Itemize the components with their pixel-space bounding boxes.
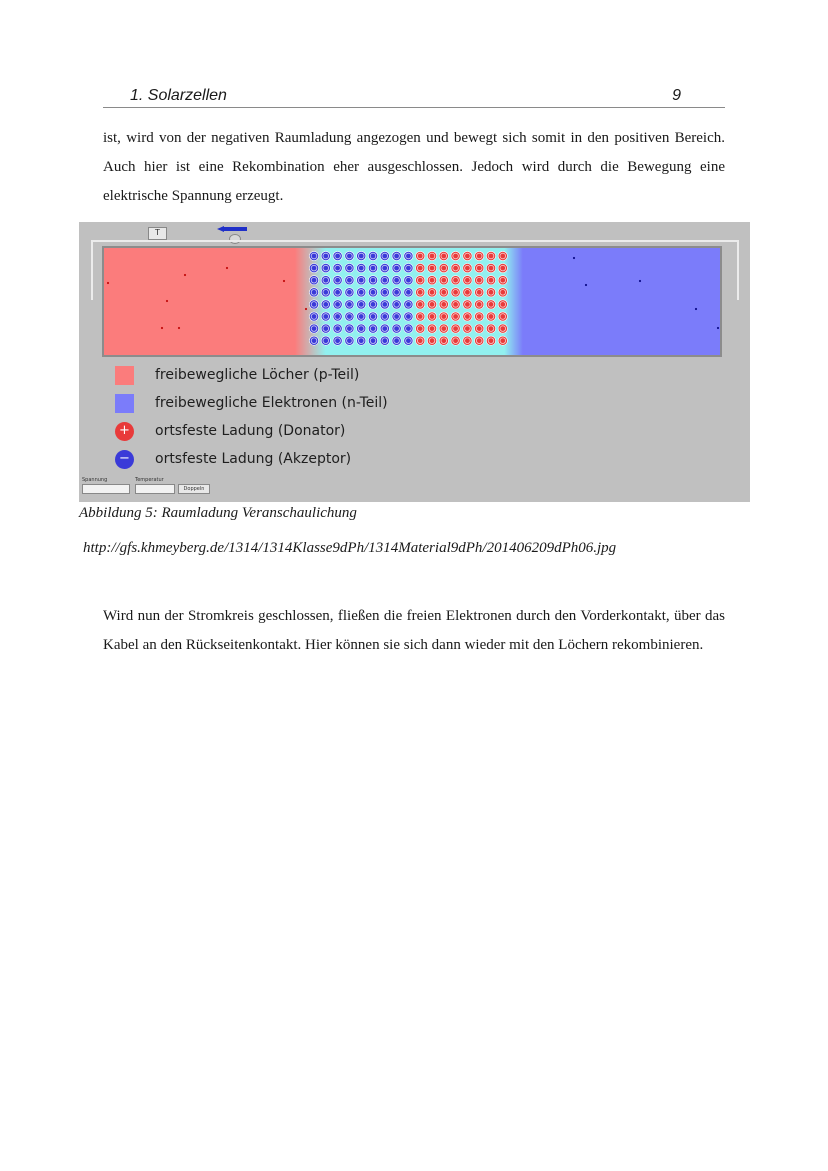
acceptor-ion: [309, 324, 318, 333]
acceptor-ion: [404, 264, 413, 273]
donor-ion: [498, 251, 507, 260]
donor-ion: [427, 324, 436, 333]
donor-ion: [486, 300, 495, 309]
acceptor-ion: [345, 324, 354, 333]
acceptor-ion: [368, 300, 377, 309]
donor-ion: [416, 324, 425, 333]
donor-ion: [451, 336, 460, 345]
acceptor-ion: [404, 300, 413, 309]
acceptor-ion: [345, 276, 354, 285]
voltage-label: Spannung: [82, 477, 108, 483]
donor-ion: [498, 288, 507, 297]
acceptor-ion: [380, 324, 389, 333]
donor-ion: [416, 251, 425, 260]
hole-dot: [305, 308, 307, 310]
acceptor-ion: [333, 300, 342, 309]
acceptor-ion: [392, 324, 401, 333]
acceptor-ion: [380, 312, 389, 321]
donor-ion: [416, 312, 425, 321]
donor-ion: [427, 264, 436, 273]
acceptor-ion: [368, 251, 377, 260]
legend-swatch-electrons: [115, 394, 134, 413]
donor-ion: [475, 336, 484, 345]
double-button[interactable]: Doppeln: [178, 484, 210, 494]
top-button[interactable]: T: [148, 227, 167, 240]
acceptor-ion: [321, 324, 330, 333]
temperature-label: Temperatur: [135, 477, 164, 483]
hole-dot: [226, 267, 228, 269]
donor-ion: [439, 276, 448, 285]
space-charge-figure: [79, 222, 750, 502]
electron-dot: [639, 280, 641, 282]
acceptor-ion: [392, 288, 401, 297]
circuit-wire-top: [91, 240, 739, 242]
acceptor-ion: [309, 312, 318, 321]
acceptor-ion: [345, 300, 354, 309]
acceptor-ion: [404, 324, 413, 333]
donor-ion: [463, 336, 472, 345]
donor-ion: [439, 312, 448, 321]
running-header: [103, 86, 725, 108]
acceptor-ion: [309, 288, 318, 297]
page-number: 9: [672, 87, 681, 104]
slider-knob[interactable]: [229, 234, 241, 244]
acceptor-ion: [368, 324, 377, 333]
figure-caption: Abbildung 5: Raumladung Veranschaulichung: [79, 505, 357, 521]
acceptor-ion: [309, 336, 318, 345]
donor-ion: [486, 264, 495, 273]
acceptor-ion: [333, 324, 342, 333]
donor-ion: [486, 288, 495, 297]
hole-dot: [184, 274, 186, 276]
acceptor-ion: [368, 276, 377, 285]
donor-ion: [439, 251, 448, 260]
chapter-title: 1. Solarzellen: [130, 87, 227, 104]
acceptor-ion: [357, 251, 366, 260]
acceptor-ion: [404, 276, 413, 285]
circuit-wire-left: [91, 240, 93, 300]
donor-ion: [439, 336, 448, 345]
legend-donor-icon: +: [115, 422, 134, 441]
acceptor-ion: [380, 251, 389, 260]
acceptor-ion: [345, 312, 354, 321]
hole-dot: [166, 300, 168, 302]
acceptor-ion: [309, 251, 318, 260]
acceptor-ion: [404, 288, 413, 297]
legend-label-holes: freibewegliche Löcher (p-Teil): [155, 367, 360, 383]
acceptor-ion: [404, 312, 413, 321]
acceptor-ion: [380, 300, 389, 309]
donor-ion: [486, 251, 495, 260]
donor-ion: [486, 276, 495, 285]
acceptor-ion: [357, 288, 366, 297]
donor-ion: [451, 324, 460, 333]
legend-label-donor: ortsfeste Ladung (Donator): [155, 423, 346, 439]
ion-lattice: [104, 248, 720, 355]
donor-ion: [451, 312, 460, 321]
donor-ion: [463, 264, 472, 273]
donor-ion: [486, 336, 495, 345]
donor-ion: [427, 336, 436, 345]
acceptor-ion: [392, 276, 401, 285]
donor-ion: [486, 324, 495, 333]
donor-ion: [439, 288, 448, 297]
acceptor-ion: [321, 312, 330, 321]
acceptor-ion: [357, 312, 366, 321]
donor-ion: [463, 276, 472, 285]
electron-dot: [573, 257, 575, 259]
acceptor-ion: [392, 251, 401, 260]
acceptor-ion: [357, 300, 366, 309]
acceptor-ion: [357, 324, 366, 333]
legend-acceptor-icon: −: [115, 450, 134, 469]
donor-ion: [451, 276, 460, 285]
electron-dot: [717, 327, 719, 329]
donor-ion: [498, 312, 507, 321]
donor-ion: [416, 336, 425, 345]
acceptor-ion: [392, 336, 401, 345]
donor-ion: [427, 288, 436, 297]
acceptor-ion: [333, 312, 342, 321]
donor-ion: [498, 336, 507, 345]
acceptor-ion: [357, 276, 366, 285]
donor-ion: [475, 264, 484, 273]
donor-ion: [463, 288, 472, 297]
donor-ion: [475, 288, 484, 297]
acceptor-ion: [368, 312, 377, 321]
acceptor-ion: [392, 300, 401, 309]
hole-dot: [178, 327, 180, 329]
pn-junction-diagram: [102, 246, 722, 357]
acceptor-ion: [321, 251, 330, 260]
circuit-wire-right: [737, 240, 739, 300]
acceptor-ion: [345, 251, 354, 260]
donor-ion: [427, 251, 436, 260]
donor-ion: [498, 264, 507, 273]
acceptor-ion: [380, 276, 389, 285]
acceptor-ion: [368, 288, 377, 297]
acceptor-ion: [321, 264, 330, 273]
donor-ion: [451, 251, 460, 260]
legend-swatch-holes: [115, 366, 134, 385]
acceptor-ion: [380, 288, 389, 297]
acceptor-ion: [309, 264, 318, 273]
donor-ion: [463, 312, 472, 321]
donor-ion: [416, 276, 425, 285]
hole-dot: [107, 282, 109, 284]
acceptor-ion: [345, 288, 354, 297]
left-arrow-icon: [217, 226, 247, 232]
acceptor-ion: [333, 288, 342, 297]
acceptor-ion: [309, 276, 318, 285]
voltage-slider[interactable]: [82, 484, 130, 494]
donor-ion: [427, 312, 436, 321]
donor-ion: [463, 300, 472, 309]
donor-ion: [451, 300, 460, 309]
paragraph-2: Wird nun der Stromkreis geschlossen, fließen die freien Elektronen durch den Vorderkontakt, über das Kabel an den Rückseitenkontakt. Hier können sie sich dann wieder mit den Löchern rekombinieren.: [103, 608, 725, 653]
acceptor-ion: [404, 336, 413, 345]
donor-ion: [451, 288, 460, 297]
donor-ion: [416, 288, 425, 297]
acceptor-ion: [392, 312, 401, 321]
donor-ion: [475, 251, 484, 260]
acceptor-ion: [380, 336, 389, 345]
acceptor-ion: [368, 336, 377, 345]
donor-ion: [463, 324, 472, 333]
acceptor-ion: [357, 264, 366, 273]
donor-ion: [427, 300, 436, 309]
acceptor-ion: [345, 264, 354, 273]
donor-ion: [463, 251, 472, 260]
donor-ion: [475, 312, 484, 321]
donor-ion: [498, 324, 507, 333]
donor-ion: [416, 264, 425, 273]
donor-ion: [439, 264, 448, 273]
paragraph-1: ist, wird von der negativen Raumladung angezogen und bewegt sich somit in den positiven Bereich. Auch hier ist eine Rekombination eher ausgeschlossen. Jedoch wird durch die Bewegung eine elektrische Spannung erzeugt.: [103, 130, 725, 204]
hole-dot: [283, 280, 285, 282]
donor-ion: [416, 300, 425, 309]
donor-ion: [498, 300, 507, 309]
acceptor-ion: [333, 251, 342, 260]
acceptor-ion: [321, 300, 330, 309]
acceptor-ion: [345, 336, 354, 345]
acceptor-ion: [357, 336, 366, 345]
electron-dot: [585, 284, 587, 286]
acceptor-ion: [392, 264, 401, 273]
legend-label-electrons: freibewegliche Elektronen (n-Teil): [155, 395, 388, 411]
donor-ion: [475, 324, 484, 333]
donor-ion: [427, 276, 436, 285]
donor-ion: [475, 276, 484, 285]
donor-ion: [439, 300, 448, 309]
acceptor-ion: [333, 276, 342, 285]
source-url: http://gfs.khmeyberg.de/1314/1314Klasse9dPh/1314Material9dPh/201406209dPh06.jpg: [83, 540, 617, 556]
donor-ion: [486, 312, 495, 321]
acceptor-ion: [404, 251, 413, 260]
hole-dot: [161, 327, 163, 329]
acceptor-ion: [321, 288, 330, 297]
donor-ion: [475, 300, 484, 309]
acceptor-ion: [309, 300, 318, 309]
acceptor-ion: [321, 336, 330, 345]
acceptor-ion: [333, 336, 342, 345]
donor-ion: [498, 276, 507, 285]
donor-ion: [439, 324, 448, 333]
acceptor-ion: [321, 276, 330, 285]
electron-dot: [695, 308, 697, 310]
acceptor-ion: [380, 264, 389, 273]
donor-ion: [451, 264, 460, 273]
acceptor-ion: [368, 264, 377, 273]
acceptor-ion: [333, 264, 342, 273]
legend-label-acceptor: ortsfeste Ladung (Akzeptor): [155, 451, 352, 467]
temperature-slider[interactable]: [135, 484, 175, 494]
